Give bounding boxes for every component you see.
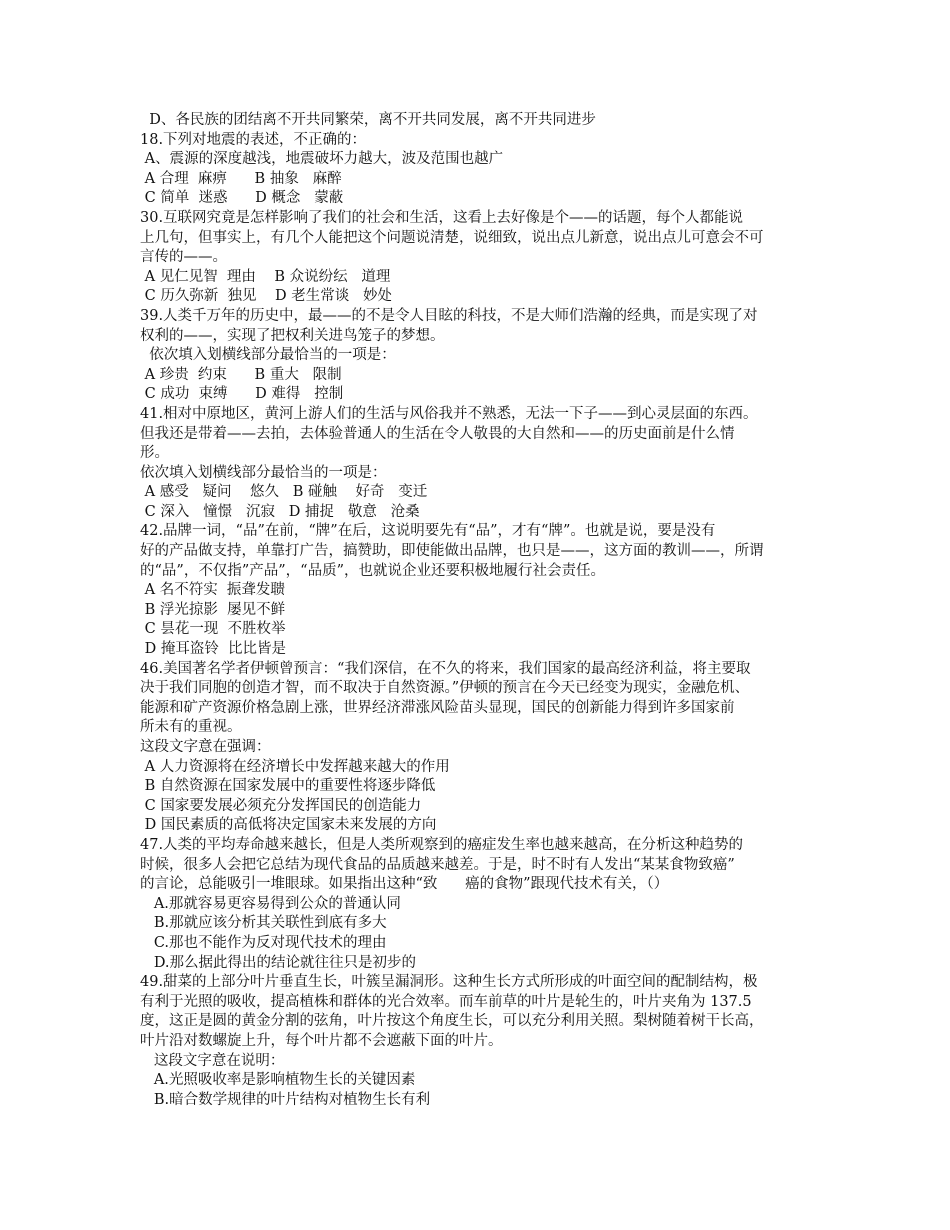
- text-line: 言传的——。: [140, 249, 227, 266]
- question-heading: 39.人类千万年的历史中，最——的不是令人目眩的科技，不是大师们浩瀚的经典，而是实现了对: [140, 307, 758, 324]
- question-heading: 30.互联网究竟是怎样影响了我们的社会和生活，这看上去好像是个——的话题，每个人都能说: [140, 209, 744, 226]
- text-line: 但我还是带着——去拍，去体验普通人的生活在令人敬畏的大自然和——的历史面前是什么情: [140, 425, 735, 442]
- answer-option: D 国民素质的高低将决定国家未来发展的方向: [140, 817, 437, 834]
- answer-option: A.那就容易更容易得到公众的普通认同: [140, 895, 401, 912]
- text-line: 形。: [140, 445, 169, 462]
- text-line: 有利于光照的吸收，提高植株和群体的光合效率。而车前草的叶片是轮生的，叶片夹角为 137.5: [140, 993, 752, 1010]
- question-prompt: 依次填入划横线部分最恰当的一项是：: [140, 347, 396, 364]
- text-line: 的“品”，不仅指”产品”，“品质”，也就说企业还要积极地履行社会责任。: [140, 562, 605, 579]
- question-heading: 47.人类的平均寿命越来越长，但是人类所观察到的癌症发生率也越来越高，在分析这种趋势的: [140, 836, 744, 853]
- answer-option: B 浮光掠影 屡见不鲜: [140, 601, 286, 618]
- answer-option: B 自然资源在国家发展中的重要性将逐步降低: [140, 778, 436, 795]
- question-prompt: 依次填入划横线部分最恰当的一项是：: [140, 464, 387, 481]
- text-line: D、各民族的团结离不开共同繁荣，离不开共同发展，离不开共同进步: [140, 112, 596, 128]
- answer-option: A 见仁见智 理由 B 众说纷纭 道理: [140, 268, 391, 285]
- text-line: A、震源的深度越浅，地震破坏力越大，波及范围也越广: [140, 151, 504, 168]
- text-line: 上几句，但事实上，有几个人能把这个问题说清楚，说细致，说出点儿新意，说出点儿可意会不可: [140, 229, 764, 246]
- text-line: 能源和矿产资源价格急剧上涨，世界经济滞涨风险苗头显现，国民的创新能力得到许多国家前: [140, 699, 735, 716]
- answer-option: A.光照吸收率是影响植物生长的关键因素: [140, 1072, 416, 1089]
- text-line: 的言论，总能吸引一堆眼球。如果指出这种“致 癌的食物”跟现代技术有关，（）: [140, 876, 669, 893]
- question-prompt: 这段文字意在说明：: [140, 1052, 285, 1069]
- answer-option: A 珍贵 约束 B 重大 限制: [140, 366, 342, 383]
- text-line: 所未有的重视。: [140, 719, 242, 736]
- question-heading: 18.下列对地震的表述，不正确的：: [140, 131, 367, 148]
- answer-option: C 国家要发展必须充分发挥国民的创造能力: [140, 797, 422, 814]
- answer-option: B.那就应该分析其关联性到底有多大: [140, 915, 387, 932]
- question-heading: 49.甜菜的上部分叶片垂直生长，叶簇呈漏洞形。这种生长方式所形成的叶面空间的配制结构，极: [140, 974, 758, 991]
- answer-option: C 成功 束缚 D 难得 控制: [140, 386, 344, 403]
- answer-option: A 人力资源将在经济增长中发挥越来越大的作用: [140, 758, 450, 775]
- text-line: 时候，很多人会把它总结为现代食品的品质越来越差。于是，时不时有人发出“某某食物致癌”: [140, 856, 735, 873]
- answer-option: B.暗合数学规律的叶片结构对植物生长有利: [140, 1091, 431, 1108]
- question-heading: 41.相对中原地区，黄河上游人们的生活与风俗我并不熟悉，无法一下子——到心灵层面的东西。: [140, 405, 758, 422]
- answer-option: C 简单 迷惑 D 概念 蒙蔽: [140, 190, 344, 207]
- answer-option: D.那么据此得出的结论就往往只是初步的: [140, 954, 417, 971]
- question-heading: 46.美国著名学者伊顿曾预言：“我们深信，在不久的将来，我们国家的最高经济利益，将主要取: [140, 660, 751, 677]
- text-line: 权利的——，实现了把权利关进鸟笼子的梦想。: [140, 327, 445, 344]
- answer-option: C 昙花一现 不胜枚举: [140, 621, 286, 638]
- document-body: [140, 111, 815, 1110]
- text-line: 度，这正是圆的黄金分割的弦角，叶片按这个角度生长，可以充分利用关照。梨树随着树干长高，: [140, 1013, 764, 1030]
- text-line: 决于我们同胞的创造才智，而不取决于自然资源。”伊顿的预言在今天已经变为现实，金融危机、: [140, 680, 750, 697]
- answer-option: C 历久弥新 独见 D 老生常谈 妙处: [140, 288, 393, 305]
- answer-option: C 深入 憧憬 沉寂 D 捕捉 敬意 沧桑: [140, 503, 420, 520]
- text-line: 叶片沿对数螺旋上升，每个叶片都不会遮蔽下面的叶片。: [140, 1032, 503, 1049]
- text-line: 好的产品做支持，单靠打广告，搞赞助，即使能做出品牌，也只是——，这方面的教训——，所谓: [140, 543, 764, 560]
- answer-option: A 名不符实 振聋发聩: [140, 582, 285, 599]
- question-heading: 42.品牌一词，“品”在前，“牌”在后，这说明要先有“品”，才有“牌”。也就是说，要是没有: [140, 523, 716, 540]
- answer-option: A 合理 麻痹 B 抽象 麻醉: [140, 170, 342, 187]
- question-prompt: 这段文字意在强调：: [140, 739, 271, 755]
- answer-option: C.那也不能作为反对现代技术的理由: [140, 934, 387, 951]
- answer-option: A 感受 疑问 悠久 B 碰触 好奇 变迁: [140, 484, 428, 501]
- answer-option: D 掩耳盗铃 比比皆是: [140, 641, 287, 658]
